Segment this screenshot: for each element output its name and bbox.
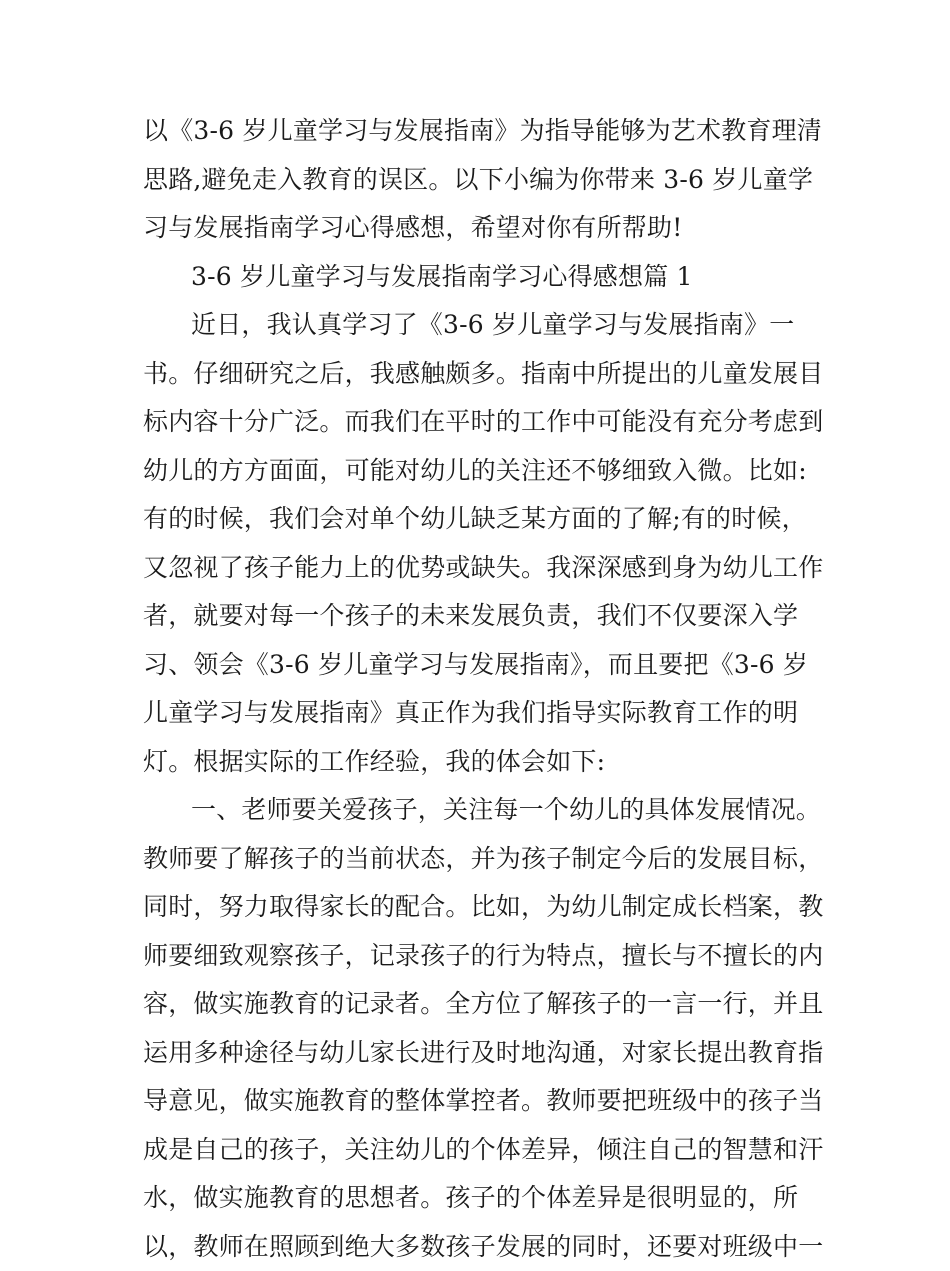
text-line: 以《3-6 岁儿童学习与发展指南》为指导能够为艺术教育理清 [143,107,813,156]
text-line: 习与发展指南学习心得感想，希望对你有所帮助! [143,204,813,253]
text-line: 水，做实施教育的思想者。孩子的个体差异是很明显的，所 [143,1174,813,1223]
text-line: 思路,避免走入教育的误区。以下小编为你带来 3-6 岁儿童学 [143,156,813,205]
document-body [143,107,813,1271]
section-heading: 3-6 岁儿童学习与发展指南学习心得感想篇 1 [143,253,813,302]
text-line: 教师要了解孩子的当前状态，并为孩子制定今后的发展目标， [143,835,813,884]
text-line: 标内容十分广泛。而我们在平时的工作中可能没有充分考虑到 [143,398,813,447]
text-line: 成是自己的孩子，关注幼儿的个体差异，倾注自己的智慧和汗 [143,1126,813,1175]
text-line: 有的时候，我们会对单个幼儿缺乏某方面的了解;有的时候， [143,495,813,544]
text-line: 幼儿的方方面面，可能对幼儿的关注还不够细致入微。比如: [143,447,813,496]
text-line: 以，教师在照顾到绝大多数孩子发展的同时，还要对班级中一 [143,1223,813,1271]
text-line: 导意见，做实施教育的整体掌控者。教师要把班级中的孩子当 [143,1077,813,1126]
text-line: 儿童学习与发展指南》真正作为我们指导实际教育工作的明 [143,689,813,738]
text-line: 一、老师要关爱孩子，关注每一个幼儿的具体发展情况。 [143,786,813,835]
text-line: 近日，我认真学习了《3-6 岁儿童学习与发展指南》一 [143,301,813,350]
text-line: 者，就要对每一个孩子的未来发展负责，我们不仅要深入学 [143,592,813,641]
text-line: 书。仔细研究之后，我感触颇多。指南中所提出的儿童发展目 [143,350,813,399]
text-line: 师要细致观察孩子，记录孩子的行为特点，擅长与不擅长的内 [143,932,813,981]
text-line: 容，做实施教育的记录者。全方位了解孩子的一言一行，并且 [143,980,813,1029]
text-line: 运用多种途径与幼儿家长进行及时地沟通，对家长提出教育指 [143,1029,813,1078]
text-line: 灯。根据实际的工作经验，我的体会如下: [143,738,813,787]
text-line: 又忽视了孩子能力上的优势或缺失。我深深感到身为幼儿工作 [143,544,813,593]
text-line: 习、领会《3-6 岁儿童学习与发展指南》，而且要把《3-6 岁 [143,641,813,690]
text-line: 同时，努力取得家长的配合。比如，为幼儿制定成长档案，教 [143,883,813,932]
